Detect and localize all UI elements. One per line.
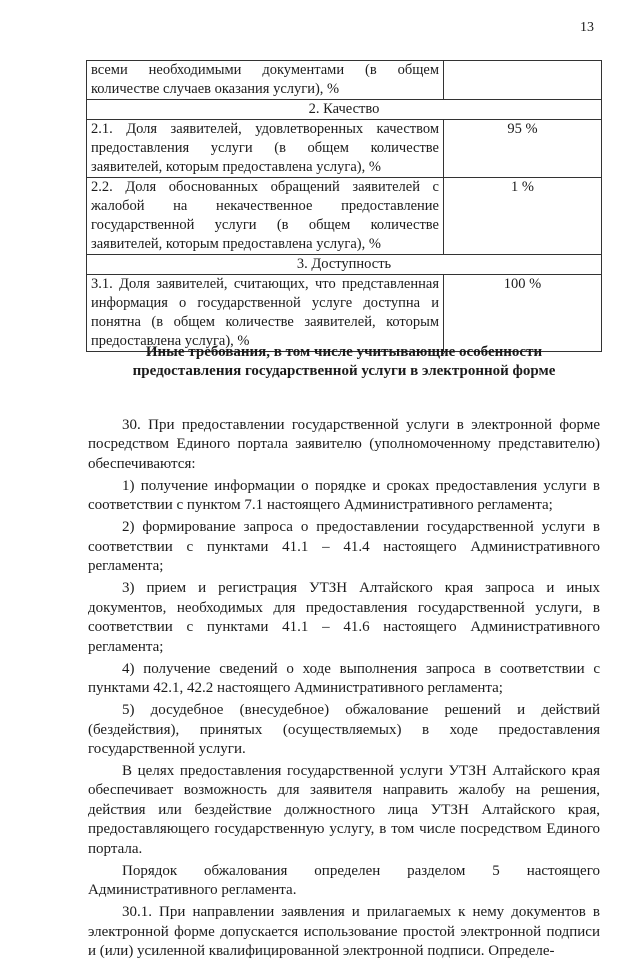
table-cell-value: 95 %	[444, 120, 602, 178]
body-text	[88, 416, 600, 964]
paragraph: 3) прием и регистрация УТЗН Алтайского края запроса и иных документов, необходимых для предоставления государственной услуги, в соответствии с пунктами 41.1 – 41.6 настоящего Административного регламента;	[88, 580, 600, 655]
paragraph: 30.1. При направлении заявления и прилагаемых к нему документов в электронной форме допускается использование простой электронной подписи и (или) усиленной квалифицированной электронной подписи. Определе-	[88, 904, 600, 960]
section-heading-line: Иные требования, в том числе учитывающие особенности	[145, 344, 543, 360]
table-section-title: 3. Доступность	[87, 255, 602, 275]
section-heading	[86, 343, 602, 381]
table-cell-value: 1 %	[444, 178, 602, 255]
paragraph: 2) формирование запроса о предоставлении государственной услуги в соответствии с пунктами 41.1 – 41.4 настоящего Административного регламента;	[88, 519, 600, 575]
table-row	[87, 120, 602, 178]
table-cell-description: 2.1. Доля заявителей, удовлетворенных качеством предоставления услуги (в общем количестве заявителей, которым предоставлена услуга), %	[87, 120, 444, 178]
table-cell-description: 3.1. Доля заявителей, считающих, что представленная информация о государственной услуге доступна и понятна (в общем количестве заявителей, которым предоставлена услуга), %	[87, 275, 444, 352]
table-section-row	[87, 255, 602, 275]
paragraph: 30. При предоставлении государственной услуги в электронной форме посредством Единого портала заявителю (уполномоченному представителю) обеспечиваются:	[88, 417, 600, 472]
table-row	[87, 178, 602, 255]
section-heading-line: предоставления государственной услуги в электронной форме	[132, 363, 556, 379]
paragraph: 5) досудебное (внесудебное) обжалование решений и действий (бездействия), принятых (осуществляемых) в ходе предоставления государственной услуги.	[88, 702, 600, 757]
table-row	[87, 275, 602, 352]
table-cell-value: 100 %	[444, 275, 602, 352]
page-number: 13	[580, 20, 594, 35]
table-cell-description: всеми необходимыми документами (в общем количестве случаев оказания услуги), %	[87, 61, 444, 100]
paragraph: В целях предоставления государственной услуги УТЗН Алтайского края обеспечивает возможность для заявителя направить жалобу на решения, действия или бездействие должностного лица УТЗН Алтайского края, предоставляющего государственную услугу, в том числе посредством Единого портала.	[88, 763, 600, 857]
table-cell-description: 2.2. Доля обоснованных обращений заявителей с жалобой на некачественное предоставление государственной услуги (в общем количестве заявителей, которым предоставлена услуга), %	[87, 178, 444, 255]
paragraph: 4) получение сведений о ходе выполнения запроса в соответствии с пунктами 42.1, 42.2 настоящего Административного регламента;	[88, 660, 600, 697]
indicators-table	[86, 60, 602, 352]
table-section-title: 2. Качество	[87, 100, 602, 120]
table-section-row	[87, 100, 602, 120]
paragraph: 1) получение информации о порядке и сроках предоставления услуги в соответствии с пунктом 7.1 настоящего Административного регламента;	[88, 477, 600, 514]
table-cell-value	[444, 61, 602, 100]
table-row	[87, 61, 602, 100]
paragraph: Порядок обжалования определен разделом 5 настоящего Административного регламента.	[88, 862, 600, 899]
